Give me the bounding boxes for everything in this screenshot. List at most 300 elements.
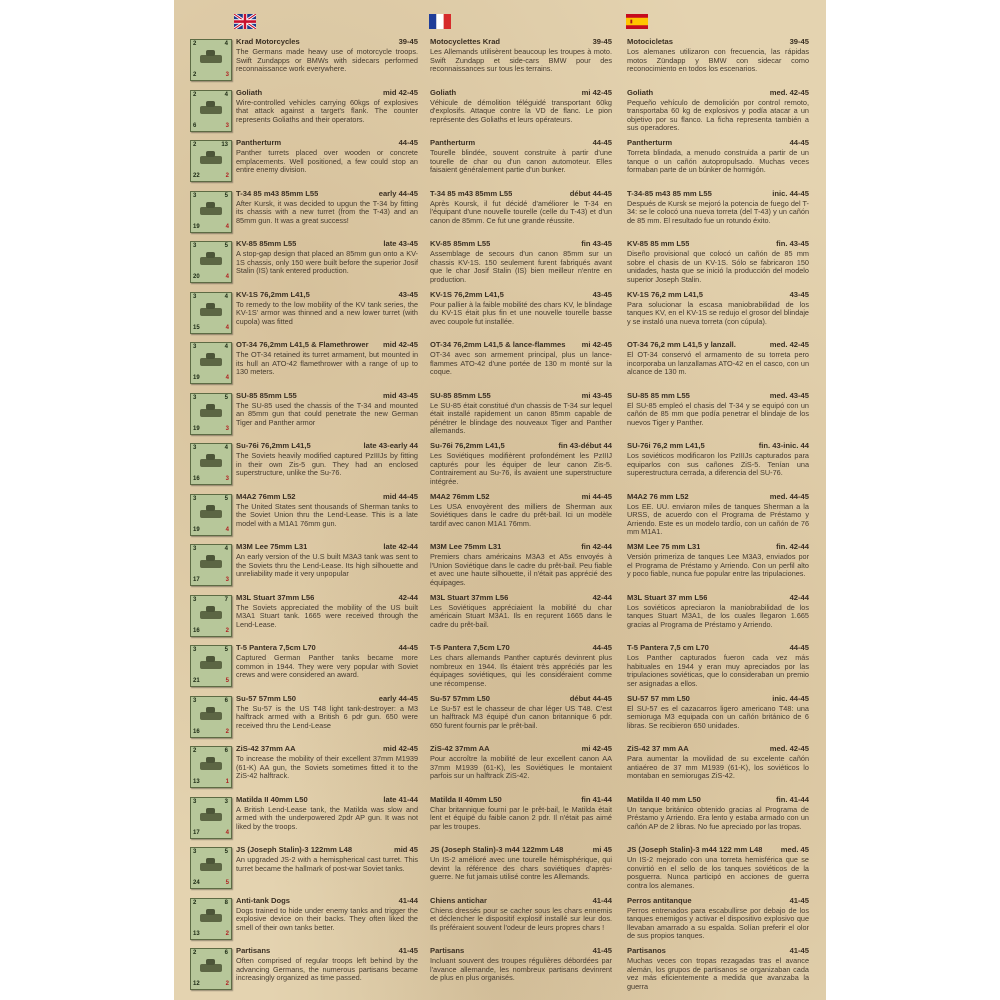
unit-row — [174, 391, 826, 441]
service-dates: 44-45 — [592, 138, 612, 147]
entry-fr — [430, 492, 612, 529]
entry-en — [236, 340, 418, 377]
unit-description: A British Lend-Lease tank, the Matilda was slow and armed with the underpowered 2pdr AP gun. It was not liked by the troops. — [236, 805, 418, 831]
unit-name: Goliath — [627, 87, 654, 97]
unit-counter-icon — [190, 140, 232, 182]
unit-name: M4A2 76 mm L52 — [627, 491, 689, 501]
service-dates: début 44-45 — [569, 693, 612, 703]
entry-en — [236, 88, 418, 125]
entry-header — [430, 643, 612, 653]
vehicle-silhouette-icon — [200, 661, 222, 669]
entry-es — [627, 290, 809, 327]
service-dates: 44-45 — [789, 138, 809, 147]
unit-name: T-34 85 m43 85mm L55 — [430, 188, 513, 198]
unit-description: Para solucionar la escasa maniobrabilidad de los tanques KV, en el KV-1S se redujo el grosor del blindaje y se instaló una nueva torreta (con cúpula). — [627, 300, 809, 326]
unit-name: T-5 Pantera 7,5cm L70 — [236, 643, 316, 652]
entry-header — [236, 896, 418, 906]
entry-fr — [430, 138, 612, 175]
unit-description: Muchas veces con tropas rezagadas tras el avance alemán, los grupos de partisanos se organizaban cada vez más eficientemente a medida que avanzaba la guerra — [627, 957, 809, 991]
entry-header — [430, 441, 612, 451]
entry-header — [430, 88, 612, 98]
counter-value: 4 — [225, 223, 229, 230]
unit-description: An upgraded JS-2 with a hemispherical cast turret. This turret became the hallmark of post-war Soviet tanks. — [236, 856, 418, 873]
unit-name: KV-85 85 mm L55 — [627, 239, 690, 248]
unit-description: The Soviets appreciated the mobility of the US built M3A1 Stuart tank. 1665 were received through the Lend-Lease. — [236, 603, 418, 629]
unit-name: Chiens antichar — [430, 895, 487, 905]
unit-name: SU-85 85 mm L55 — [627, 390, 690, 400]
unit-name: Pantherturm — [430, 138, 476, 147]
unit-name: KV-1S 76,2mm L41,5 — [236, 289, 310, 299]
unit-row — [174, 290, 826, 340]
service-dates: mid 44-45 — [382, 491, 418, 501]
service-dates: mid 42-45 — [382, 87, 418, 97]
unit-name: T-34 85 m43 85mm L55 — [236, 188, 319, 198]
unit-row — [174, 492, 826, 542]
uk-flag-icon — [234, 14, 256, 29]
entry-es — [627, 340, 809, 377]
unit-row — [174, 643, 826, 693]
vehicle-silhouette-icon — [200, 308, 222, 316]
counter-value: 22 — [193, 173, 200, 179]
unit-description: Panther turrets placed over wooden or concrete emplacements. Well positioned, a few could stop an entire enemy division. — [236, 149, 418, 175]
unit-description: Los soviéticos apreciaron la maniobrabilidad de los tanques Stuart M3A1, de los cuales llegaron 1.665 gracias al Programa de Préstamo y Arriendo. — [627, 603, 809, 629]
entry-header — [627, 946, 809, 956]
counter-value: 4 — [224, 41, 228, 47]
unit-description: Le SU-85 était constitué d'un chassis de T-34 sur lequel était installé rapidement un canon 85mm capable de pénétrer le blindage des nouveaux Tiger and Panther allemands. — [430, 401, 612, 436]
unit-description: Chiens dressés pour se cacher sous les chars ennemis et déclencher le dispositif explosif installé sur leur dos. Ils préféraient souvent l'odeur de leurs propres chars ! — [430, 906, 612, 932]
counter-value: 12 — [193, 981, 200, 987]
entry-header — [627, 744, 809, 754]
unit-name: T-34-85 m43 85 mm L55 — [627, 188, 712, 198]
unit-name: KV-85 85mm L55 — [236, 239, 297, 248]
entry-header — [236, 946, 418, 956]
counter-value: 5 — [224, 647, 228, 653]
unit-description: Les USA envoyèrent des milliers de Sherman aux Soviétiques dans le cadre du prêt-bail. Ici un modèle tardif avec canon M1A1 76mm. — [430, 502, 612, 528]
vehicle-silhouette-icon — [200, 156, 222, 164]
entry-header — [430, 795, 612, 805]
service-dates: late 41-44 — [383, 794, 418, 804]
unit-name: SU-57 57 mm L50 — [627, 693, 690, 703]
entry-fr — [430, 189, 612, 226]
vehicle-silhouette-icon — [200, 964, 222, 972]
unit-counter-icon — [190, 847, 232, 889]
entry-es — [627, 542, 809, 579]
service-dates: mi 42-45 — [581, 340, 612, 349]
unit-row — [174, 795, 826, 845]
service-dates: 42-44 — [398, 592, 418, 602]
counter-value: 2 — [225, 173, 229, 179]
unit-counter-icon — [190, 595, 232, 637]
entry-header — [430, 593, 612, 603]
entry-header — [430, 845, 612, 855]
unit-counter-icon — [190, 393, 232, 435]
unit-description: El OT-34 conservó el armamento de su torreta pero incorporaba un lanzallamas ATO-42 en el casco, con un alcance de 130 m. — [627, 351, 809, 377]
service-dates: late 43-45 — [383, 239, 418, 248]
service-dates: late 43-early 44 — [363, 441, 418, 450]
counter-value: 5 — [224, 495, 228, 502]
counter-value: 4 — [225, 274, 229, 280]
unit-name: M3L Stuart 37mm L56 — [236, 592, 315, 602]
unit-description: Pour accroître la mobilité de leur excellent canon AA 37mm M1939 (61-K), les Soviétiques le montaient parfois sur un halftrack ZiS-42. — [430, 755, 612, 781]
counter-value: 2 — [193, 41, 197, 47]
counter-value: 17 — [193, 577, 200, 583]
entry-header — [627, 492, 809, 502]
service-dates: 41-44 — [398, 895, 418, 905]
unit-description: Véhicule de démolition téléguidé transportant 60kg d'explosifs. Attaque contre la VD de flanc. Le pion représente des Goliaths et leurs opérateurs. — [430, 98, 612, 124]
service-dates: 42-44 — [592, 592, 612, 602]
unit-description: Tourelle blindée, souvent construite à partir d'une tourelle de char ou d'un canon automoteur. Elles faisaient généralement partie d'un bunker. — [430, 149, 612, 175]
entry-en — [236, 896, 418, 933]
unit-name: Su-57 57mm L50 — [236, 693, 296, 703]
service-dates: fin. 43-45 — [776, 239, 809, 248]
entry-header — [627, 795, 809, 805]
unit-description: An early version of the U.S built M3A3 tank was sent to the Soviets thru the Lend-Lease. Its high silhouette and unreliability made it very unpopular — [236, 553, 418, 579]
unit-description: To increase the mobility of their excellent 37mm M1939 (61-K) AA gun, the Soviets sometimes fitted it to the ZiS-42 halftrack. — [236, 755, 418, 781]
entry-fr — [430, 340, 612, 377]
unit-name: Su-76i 76,2mm L41,5 — [430, 441, 505, 450]
service-dates: 41-45 — [789, 946, 809, 955]
vehicle-silhouette-icon — [200, 106, 222, 114]
vehicle-silhouette-icon — [200, 257, 222, 265]
unit-description: Un IS-2 mejorado con una torreta hemisférica que se convirtió en el sello de los tanques soviéticos de la posguerra. Nunca participó en acciones de guerra contra los alemanes. — [627, 856, 809, 890]
entry-header — [236, 643, 418, 653]
counter-value: 5 — [224, 192, 228, 199]
unit-name: Motocyclettes Krad — [430, 37, 501, 46]
counter-value: 6 — [224, 950, 228, 956]
entry-es — [627, 845, 809, 890]
counter-value: 6 — [224, 748, 228, 754]
service-dates: mi 42-45 — [581, 87, 612, 97]
entry-en — [236, 744, 418, 781]
unit-description: Captured German Panther tanks became more common in 1944. They were very popular with Soviet crews and were considered an award. — [236, 654, 418, 680]
vehicle-silhouette-icon — [200, 459, 222, 467]
unit-description: Para aumentar la movilidad de su excelente cañón antiaéreo de 37 mm M1939 (61-K), los soviéticos lo montaban en semiorugas ZiS-42. — [627, 755, 809, 781]
entry-header — [627, 340, 809, 350]
unit-name: KV-85 85mm L55 — [430, 239, 491, 248]
service-dates: 43-45 — [592, 289, 612, 299]
entry-header — [236, 795, 418, 805]
vehicle-silhouette-icon — [200, 712, 222, 720]
service-dates: inic. 44-45 — [772, 188, 809, 198]
unit-name: M3M Lee 75mm L31 — [236, 542, 308, 551]
counter-value: 16 — [193, 627, 200, 634]
service-dates: inic. 44-45 — [772, 693, 809, 703]
unit-row — [174, 845, 826, 895]
unit-description: Pour pallier à la faible mobilité des chars KV, le blindage du KV-1S était plus fin et une nouvelle tourelle basse avec coupole fut installée. — [430, 300, 612, 326]
entry-fr — [430, 643, 612, 688]
service-dates: fin 43-début 44 — [558, 441, 612, 450]
vehicle-silhouette-icon — [200, 409, 222, 417]
unit-name: SU-76i 76,2 mm L41,5 — [627, 441, 705, 450]
entry-es — [627, 239, 809, 284]
counter-value: 13 — [193, 930, 200, 937]
service-dates: 41-45 — [398, 946, 418, 955]
entry-es — [627, 896, 809, 941]
entry-header — [430, 946, 612, 956]
unit-row — [174, 744, 826, 794]
unit-counter-icon — [190, 948, 232, 990]
entry-en — [236, 239, 418, 276]
unit-name: Su-76i 76,2mm L41,5 — [236, 441, 311, 450]
entry-header — [430, 492, 612, 502]
service-dates: 39-45 — [398, 37, 418, 46]
service-dates: mi 45 — [592, 845, 612, 854]
entry-en — [236, 391, 418, 428]
counter-value: 3 — [225, 476, 229, 482]
unit-row — [174, 946, 826, 996]
unit-counter-icon — [190, 898, 232, 940]
counter-value: 21 — [193, 678, 200, 684]
unit-description: Les chars allemands Panther capturés devinrent plus nombreux en 1944. Ils étaient très appréciés par les équipages soviétiques, qui les considéraient comme une récompense. — [430, 654, 612, 688]
entry-fr — [430, 88, 612, 125]
entry-en — [236, 845, 418, 873]
unit-name: Goliath — [430, 87, 457, 97]
service-dates: med. 42-45 — [769, 744, 809, 753]
unit-description: El SU-57 es el cazacarros ligero americano T48: una semioruga M3 equipada con un cañón británico de 6 libras. Se recibieron 650 unidades. — [627, 704, 809, 730]
counter-value: 7 — [224, 596, 228, 603]
unit-description: Un IS-2 amélioré avec une tourelle hémisphérique, qui devint la référence des chars soviétiques d'après-guerre. Ne fut jamais utilisé contre les Allemands. — [430, 856, 612, 882]
counter-value: 3 — [193, 798, 197, 805]
counter-value: 4 — [225, 829, 229, 836]
vehicle-silhouette-icon — [200, 358, 222, 366]
entry-fr — [430, 593, 612, 630]
unit-description: Char britannique fourni par le prêt-bail, le Matilda était lent et équipé du faible canon 2 pdr. Il n'était pas aimé par les troupes. — [430, 805, 612, 831]
unit-description: Les Soviétiques appréciaient la mobilité du char américain Stuart M3A1. Ils en reçurent 1665 dans le cadre du prêt-bail. — [430, 603, 612, 629]
unit-description: To remedy to the low mobility of the KV tank series, the KV-1S' armor was thinned and a new lower turret (with cupola) was fitted — [236, 300, 418, 326]
unit-counter-icon — [190, 342, 232, 384]
unit-name: SU-85 85mm L55 — [236, 390, 297, 400]
entry-fr — [430, 896, 612, 933]
unit-name: Partisans — [430, 946, 465, 955]
entry-header — [236, 391, 418, 401]
unit-name: Su-57 57mm L50 — [430, 693, 490, 703]
counter-value: 19 — [193, 526, 200, 533]
counter-value: 3 — [193, 849, 197, 855]
counter-value: 3 — [193, 697, 197, 704]
unit-description: Los EE. UU. enviaron miles de tanques Sherman a la URSS, de acuerdo con el Programa de Préstamo y Arriendo. Este es un modelo tardío, con un cañón de 76 mm M1A1. — [627, 502, 809, 537]
entry-header — [236, 239, 418, 249]
service-dates: 43-45 — [789, 289, 809, 299]
entry-es — [627, 795, 809, 832]
counter-value: 3 — [193, 546, 197, 552]
counter-value: 5 — [224, 243, 228, 249]
unit-counter-icon — [190, 39, 232, 81]
unit-row — [174, 694, 826, 744]
entry-header — [627, 896, 809, 906]
entry-header — [430, 694, 612, 704]
counter-value: 16 — [193, 476, 200, 482]
entry-header — [236, 340, 418, 350]
counter-value: 5 — [224, 849, 228, 855]
entry-header — [236, 290, 418, 300]
counter-value: 19 — [193, 375, 200, 381]
unit-name: ZiS-42 37mm AA — [430, 744, 490, 753]
service-dates: mid 42-45 — [382, 340, 418, 349]
counter-value: 2 — [193, 899, 197, 906]
entry-en — [236, 492, 418, 529]
entry-header — [236, 189, 418, 199]
counter-value: 8 — [224, 899, 228, 906]
unit-counter-icon — [190, 241, 232, 283]
unit-description: Diseño provisional que colocó un cañón de 85 mm sobre el chasis de un KV-1S. Sólo se fabricaron 150 unidades, hasta que se inició la producción del modelo superior Joseph Stalin. — [627, 250, 809, 284]
unit-name: JS (Joseph Stalin)-3 m44 122mm L48 — [430, 845, 564, 854]
counter-value: 2 — [225, 728, 229, 735]
service-dates: 42-44 — [789, 592, 809, 602]
counter-value: 3 — [193, 596, 197, 603]
unit-description: Versión primeriza de tanques Lee M3A3, enviados por el Programa de Préstamo y Arriendo. Con un perfil alto y poco fiable, nunca fue popular entre las tripulaciones. — [627, 553, 809, 579]
entry-header — [236, 744, 418, 754]
unit-name: Matilda II 40 mm L50 — [627, 794, 701, 804]
entry-en — [236, 946, 418, 983]
vehicle-silhouette-icon — [200, 863, 222, 871]
counter-value: 4 — [224, 546, 228, 552]
entry-es — [627, 189, 809, 226]
counter-value: 20 — [193, 274, 200, 280]
service-dates: 41-44 — [592, 895, 612, 905]
entry-es — [627, 138, 809, 175]
unit-counter-icon — [190, 292, 232, 334]
unit-counter-icon — [190, 797, 232, 839]
service-dates: fin 43-45 — [581, 239, 612, 248]
unit-name: T-5 Pantera 7,5cm L70 — [430, 643, 510, 652]
service-dates: 39-45 — [789, 37, 809, 46]
counter-value: 6 — [224, 697, 228, 704]
service-dates: mid 42-45 — [382, 744, 418, 753]
vehicle-silhouette-icon — [200, 510, 222, 518]
vehicle-silhouette-icon — [200, 611, 222, 619]
unit-name: Partisans — [236, 946, 271, 955]
service-dates: 44-45 — [592, 643, 612, 652]
unit-description: Wire-controlled vehicles carrying 60kgs of explosives that attack against a target's flank. The counter represents Goliaths and their operators. — [236, 98, 418, 124]
unit-description: Incluant souvent des troupes régulières débordées par l'avance allemande, les nombreux partisans devinrent de plus en plus organisés. — [430, 957, 612, 983]
counter-value: 13 — [193, 779, 200, 785]
service-dates: 41-45 — [789, 895, 809, 905]
entry-es — [627, 694, 809, 731]
counter-value: 2 — [225, 930, 229, 937]
unit-counter-icon — [190, 443, 232, 485]
unit-row — [174, 896, 826, 946]
entry-header — [430, 744, 612, 754]
entry-en — [236, 138, 418, 175]
entry-en — [236, 290, 418, 327]
entry-header — [236, 694, 418, 704]
counter-value: 3 — [225, 577, 229, 583]
entry-header — [430, 138, 612, 148]
unit-row — [174, 189, 826, 239]
unit-row — [174, 138, 826, 188]
unit-description: After Kursk, it was decided to upgun the T-34 by fitting its chassis with a new turret (from the T-43) and an 85mm gun. It was a great success! — [236, 199, 418, 225]
vehicle-silhouette-icon — [200, 560, 222, 568]
entry-es — [627, 88, 809, 133]
unit-name: M4A2 76mm L52 — [236, 491, 296, 501]
service-dates: 44-45 — [398, 643, 418, 652]
entry-header — [627, 391, 809, 401]
counter-value: 2 — [193, 142, 197, 148]
vehicle-silhouette-icon — [200, 813, 222, 821]
counter-value: 2 — [225, 627, 229, 634]
service-dates: mi 42-45 — [581, 744, 612, 753]
counter-value: 2 — [193, 748, 197, 754]
entry-es — [627, 492, 809, 537]
entry-header — [627, 441, 809, 451]
service-dates: late 42-44 — [383, 542, 418, 551]
unit-description: The SU-85 used the chassis of the T-34 and mounted an 85mm gun that could penetrate the new German Tiger and Panther armor — [236, 401, 418, 427]
entry-header — [430, 189, 612, 199]
unit-name: JS (Joseph Stalin)-3 122mm L48 — [236, 845, 353, 854]
entry-fr — [430, 37, 612, 74]
vehicle-silhouette-icon — [200, 914, 222, 922]
unit-name: OT-34 76,2mm L41,5 & Flamethrower — [236, 340, 369, 349]
entry-fr — [430, 845, 612, 882]
service-dates: fin 41-44 — [581, 794, 612, 804]
unit-name: Anti-tank Dogs — [236, 895, 290, 905]
counter-value: 3 — [193, 293, 197, 300]
counter-value: 15 — [193, 324, 200, 331]
unit-name: Matilda II 40mm L50 — [236, 794, 308, 804]
entry-es — [627, 391, 809, 428]
unit-description: Assemblage de secours d'un canon 85mm sur un chassis KV-1S. 150 seulement furent fabriqués avant que le char Josif Stalin (IS) bien meilleur n'entre en production. — [430, 250, 612, 284]
entry-header — [627, 643, 809, 653]
unit-name: Partisanos — [627, 946, 666, 955]
counter-value: 3 — [193, 445, 197, 451]
entry-header — [627, 138, 809, 148]
counter-value: 3 — [193, 394, 197, 401]
unit-counter-icon — [190, 90, 232, 132]
entry-header — [430, 290, 612, 300]
service-dates: med. 44-45 — [769, 491, 809, 501]
unit-row — [174, 340, 826, 390]
vehicle-silhouette-icon — [200, 55, 222, 63]
unit-description: Un tanque británico obtenido gracias al Programa de Préstamo y Arriendo. Era lento y estaba armado con un cañón AP de 2 libras. No fue apreciado por las tropas. — [627, 805, 809, 831]
entry-header — [236, 492, 418, 502]
counter-value: 4 — [225, 324, 229, 331]
entry-es — [627, 441, 809, 478]
unit-name: M3L Stuart 37 mm L56 — [627, 592, 708, 602]
service-dates: 44-45 — [789, 643, 809, 652]
entry-header — [627, 593, 809, 603]
entry-fr — [430, 441, 612, 486]
counter-value: 3 — [193, 647, 197, 653]
entry-header — [430, 391, 612, 401]
service-dates: début 44-45 — [569, 188, 612, 198]
unit-description: Les Allemands utilisèrent beaucoup les troupes à moto. Swift Zundapp et side-cars BMW pour des reconnaissances sur tous les terrains. — [430, 48, 612, 74]
unit-name: JS (Joseph Stalin)-3 m44 122 mm L48 — [627, 845, 763, 854]
entry-header — [236, 441, 418, 451]
unit-name: KV-1S 76,2 mm L41,5 — [627, 289, 703, 299]
service-dates: mid 45 — [393, 845, 418, 854]
entry-en — [236, 694, 418, 731]
unit-name: M4A2 76mm L52 — [430, 491, 490, 501]
reference-sheet — [174, 0, 826, 1000]
vehicle-silhouette-icon — [200, 207, 222, 215]
unit-description: The Su-57 is the US T48 light tank-destroyer: a M3 halftrack armed with a British 6 pdr gun. 650 were received thru the Lend-Lease — [236, 704, 418, 730]
counter-value: 6 — [193, 122, 197, 129]
unit-name: Matilda II 40mm L50 — [430, 794, 502, 804]
unit-counter-icon — [190, 696, 232, 738]
unit-name: M3L Stuart 37mm L56 — [430, 592, 509, 602]
unit-description: The United States sent thousands of Sherman tanks to the Soviet Union thru the Lend-Lease. This is a late model with a M1A1 76mm gun. — [236, 502, 418, 528]
entry-en — [236, 795, 418, 832]
counter-value: 4 — [224, 445, 228, 451]
entry-header — [236, 542, 418, 552]
unit-description: The Soviets heavily modified captured PzIIIJs by fitting in their own Zis-5 gun. They had an enclosed superstructure, unlike the Su-76. — [236, 452, 418, 478]
counter-value: 4 — [224, 91, 228, 98]
counter-value: 2 — [193, 950, 197, 956]
unit-description: OT-34 avec son armement principal, plus un lance-flammes ATO-42 d'une portée de 130 m monté sur la coque. — [430, 351, 612, 377]
entry-header — [627, 88, 809, 98]
unit-name: M3M Lee 75mm L31 — [430, 542, 502, 551]
unit-name: SU-85 85mm L55 — [430, 390, 491, 400]
